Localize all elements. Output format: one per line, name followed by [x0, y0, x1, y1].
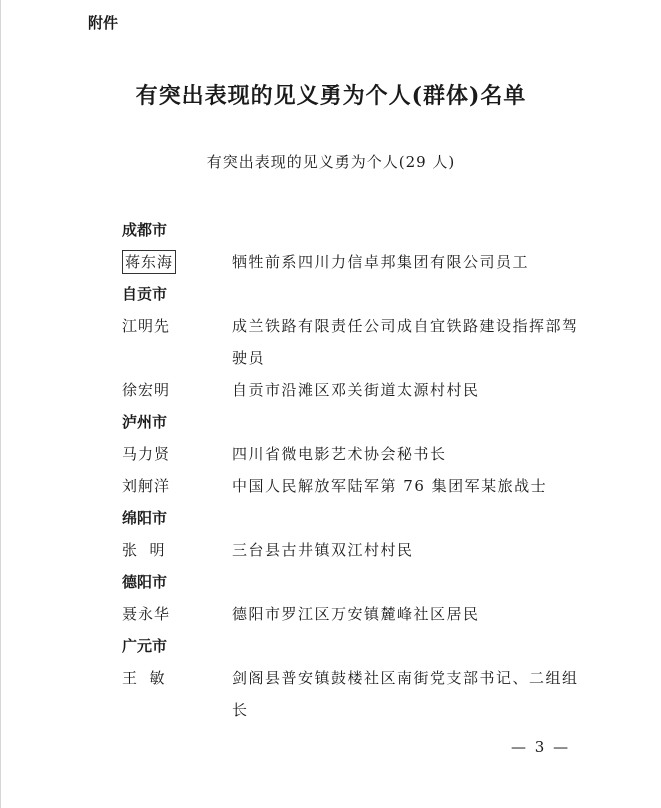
city-heading: 成都市: [122, 221, 168, 239]
city-heading: 绵阳市: [122, 509, 168, 527]
city-heading: 广元市: [122, 637, 168, 655]
person-name: 江明先: [122, 317, 171, 335]
person-description: 四川省微电影艺术协会秘书长: [232, 445, 447, 463]
person-name: 王 敏: [122, 669, 166, 687]
list-item: [122, 598, 592, 630]
list-item: [122, 470, 592, 502]
person-name: 徐宏明: [122, 381, 171, 399]
list-item: [122, 534, 592, 566]
city-heading: 德阳市: [122, 573, 168, 591]
person-name: 张 明: [122, 541, 166, 559]
page-number: — 3 —: [511, 738, 571, 756]
person-description: 成兰铁路有限责任公司成自宜铁路建设指挥部驾驶员: [232, 317, 579, 367]
name-list: [122, 214, 592, 726]
person-description: 剑阁县普安镇鼓楼社区南街党支部书记、二组组长: [232, 669, 579, 719]
list-item: [122, 662, 592, 726]
city-heading: 泸州市: [122, 413, 168, 431]
person-description: 牺牲前系四川力信卓邦集团有限公司员工: [232, 253, 530, 271]
person-description: 德阳市罗江区万安镇麓峰社区居民: [232, 605, 480, 623]
list-item: [122, 438, 592, 470]
person-description: 中国人民解放军陆军第 76 集团军某旅战士: [232, 477, 548, 495]
list-item: [122, 246, 592, 278]
person-description: 三台县古井镇双江村村民: [232, 541, 414, 559]
attachment-label: 附件: [88, 14, 119, 32]
person-name-box: 蒋东海: [122, 250, 176, 274]
person-name: [122, 246, 232, 278]
list-item: [122, 374, 592, 406]
page-subtitle: 有突出表现的见义勇为个人(29 人): [206, 153, 456, 171]
person-description: 自贡市沿滩区邓关街道太源村村民: [232, 381, 480, 399]
list-item: [122, 310, 592, 374]
person-name: 马力贤: [122, 445, 171, 463]
page-title: 有突出表现的见义勇为个人(群体)名单: [135, 83, 527, 109]
person-name: 聂永华: [122, 605, 171, 623]
person-name: 刘舸洋: [122, 477, 171, 495]
city-heading: 自贡市: [122, 285, 168, 303]
